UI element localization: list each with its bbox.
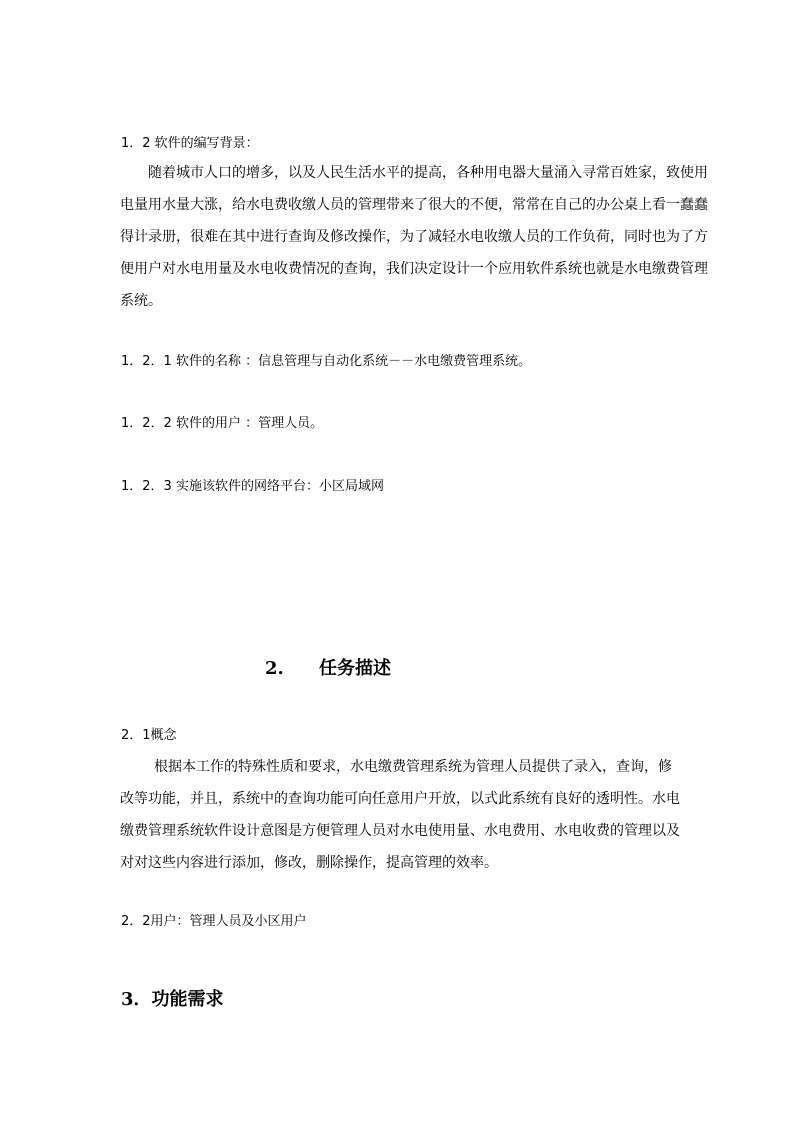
paragraph-line: 根据本工作的特殊性质和要求，水电缴费管理系统为管理人员提供了录入，查询，修 [154,759,672,775]
paragraph-line: 电量用水量大涨，给水电费收缴人员的管理带来了很大的不便，常常在自己的办公桌上看一蠢蠢 [120,197,708,213]
paragraph-line: 系统。 [120,293,162,309]
section-1-2-2-item: 1．2．2 软件的用户 ：管理人员。 [121,416,324,431]
section-2-1-heading: 2．1概念 [121,728,177,743]
section-3-heading: 3．功能需求 [121,989,224,1010]
section-1-2-heading: 1．2 软件的编写背景： [121,136,259,151]
paragraph-line: 便用户对水电用量及水电收费情况的查询，我们决定设计一个应用软件系统也就是水电缴费管理 [120,261,708,277]
paragraph-line: 改等功能，并且，系统中的查询功能可向任意用户开放，以式此系统有良好的透明性。水电 [120,791,680,807]
paragraph-line: 对对这些内容进行添加，修改，删除操作，提高管理的效率。 [120,855,498,871]
section-2-2-item: 2．2用户：管理人员及小区用户 [121,914,307,929]
section-2-number: 2. [265,658,284,679]
section-2-1-paragraph [0,751,680,879]
section-2-heading [265,657,391,681]
paragraph-line: 随着城市人口的增多，以及人民生活水平的提高，各种用电器大量涌入寻常百姓家，致使用 [148,165,708,181]
section-1-2-1-item: 1．2．1 软件的名称 ：信息管理与自动化系统－－水电缴费管理系统。 [121,354,532,369]
section-1-2-3-item: 1．2．3 实施该软件的网络平台：小区局域网 [121,479,384,494]
section-1-2-paragraph [0,157,708,317]
paragraph-line: 得计录册，很难在其中进行查询及修改操作，为了减轻水电收缴人员的工作负荷，同时也为了方 [120,229,708,245]
paragraph-line: 缴费管理系统软件设计意图是方便管理人员对水电使用量、水电费用、水电收费的管理以及 [120,823,680,839]
section-2-title: 任务描述 [319,658,391,679]
